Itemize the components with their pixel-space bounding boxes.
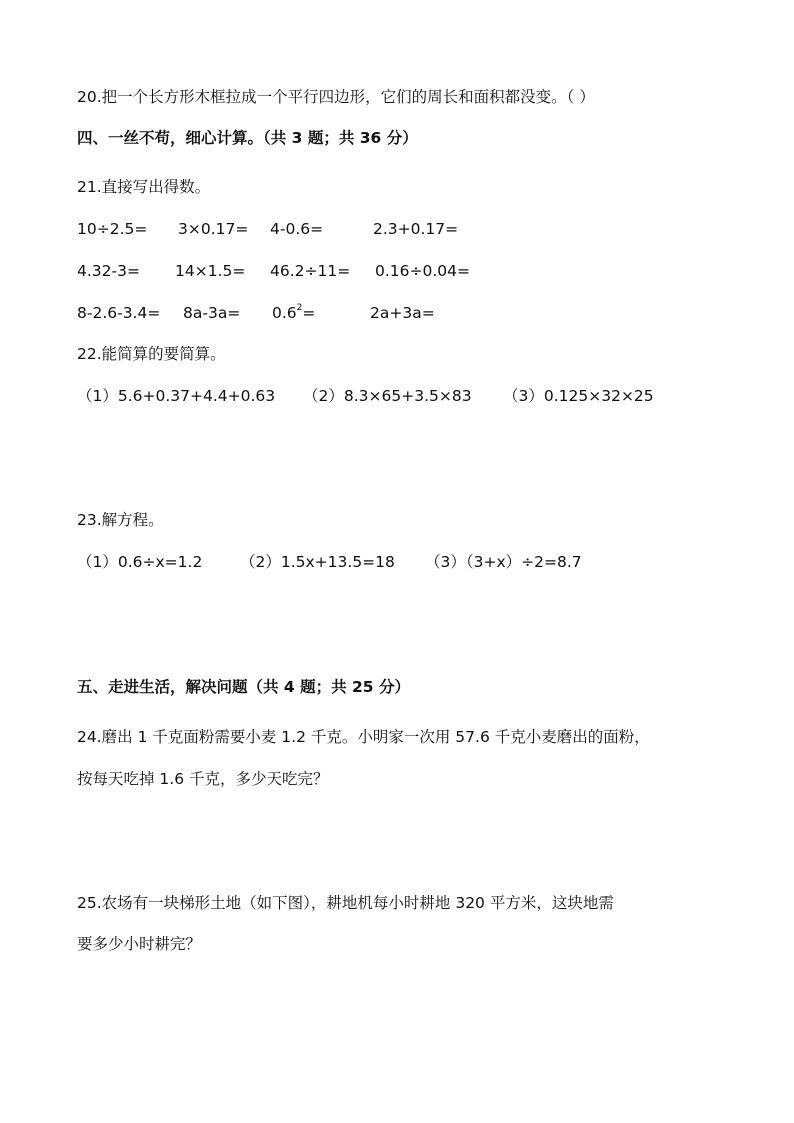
q21-item: 0.16÷0.04= <box>375 262 470 280</box>
q21-item: 46.2÷11= <box>270 262 351 280</box>
q21-item: 10÷2.5= <box>77 220 148 238</box>
q21-base: 0.6 <box>272 304 297 322</box>
section-5-heading: 五、走进生活，解决问题（共 4 题；共 25 分） <box>77 678 410 696</box>
q21-item: 2a+3a= <box>370 304 435 322</box>
q21-item: 14×1.5= <box>175 262 246 280</box>
q21-item: 2.3+0.17= <box>373 220 459 238</box>
question-24-line-1: 24.磨出 1 千克面粉需要小麦 1.2 千克。小明家一次用 57.6 千克小麦磨出的面粉， <box>77 728 650 746</box>
q21-item-power <box>272 303 316 322</box>
q21-item: 4.32-3= <box>77 262 140 280</box>
question-23-title: 23.解方程。 <box>77 511 164 529</box>
q23-item: （1）0.6÷x=1.2 <box>77 553 203 571</box>
question-20: 20.把一个长方形木框拉成一个平行四边形，它们的周长和面积都没变。（ ） <box>77 88 595 106</box>
q21-equals: = <box>302 304 316 322</box>
question-21-title: 21.直接写出得数。 <box>77 178 211 196</box>
q21-item: 8a-3a= <box>183 304 241 322</box>
q21-item: 4-0.6= <box>270 220 324 238</box>
q22-item: （2）8.3×65+3.5×83 <box>303 387 472 405</box>
q23-item: （3）（3+x）÷2=8.7 <box>425 553 582 571</box>
question-22-title: 22.能简算的要简算。 <box>77 345 226 363</box>
question-25-line-1: 25.农场有一块梯形土地（如下图），耕地机每小时耕地 320 平方米，这块地需 <box>77 894 614 912</box>
q22-item: （3）0.125×32×25 <box>503 387 654 405</box>
question-25-line-2: 要多少小时耕完？ <box>77 935 202 953</box>
q21-exponent: 2 <box>296 303 303 313</box>
q22-item: （1）5.6+0.37+4.4+0.63 <box>77 387 276 405</box>
q21-item: 8-2.6-3.4= <box>77 304 161 322</box>
q21-item: 3×0.17= <box>178 220 249 238</box>
section-4-heading: 四、一丝不苟，细心计算。（共 3 题；共 36 分） <box>77 129 418 147</box>
q23-item: （2）1.5x+13.5=18 <box>240 553 395 571</box>
question-24-line-2: 按每天吃掉 1.6 千克，多少天吃完？ <box>77 770 329 788</box>
